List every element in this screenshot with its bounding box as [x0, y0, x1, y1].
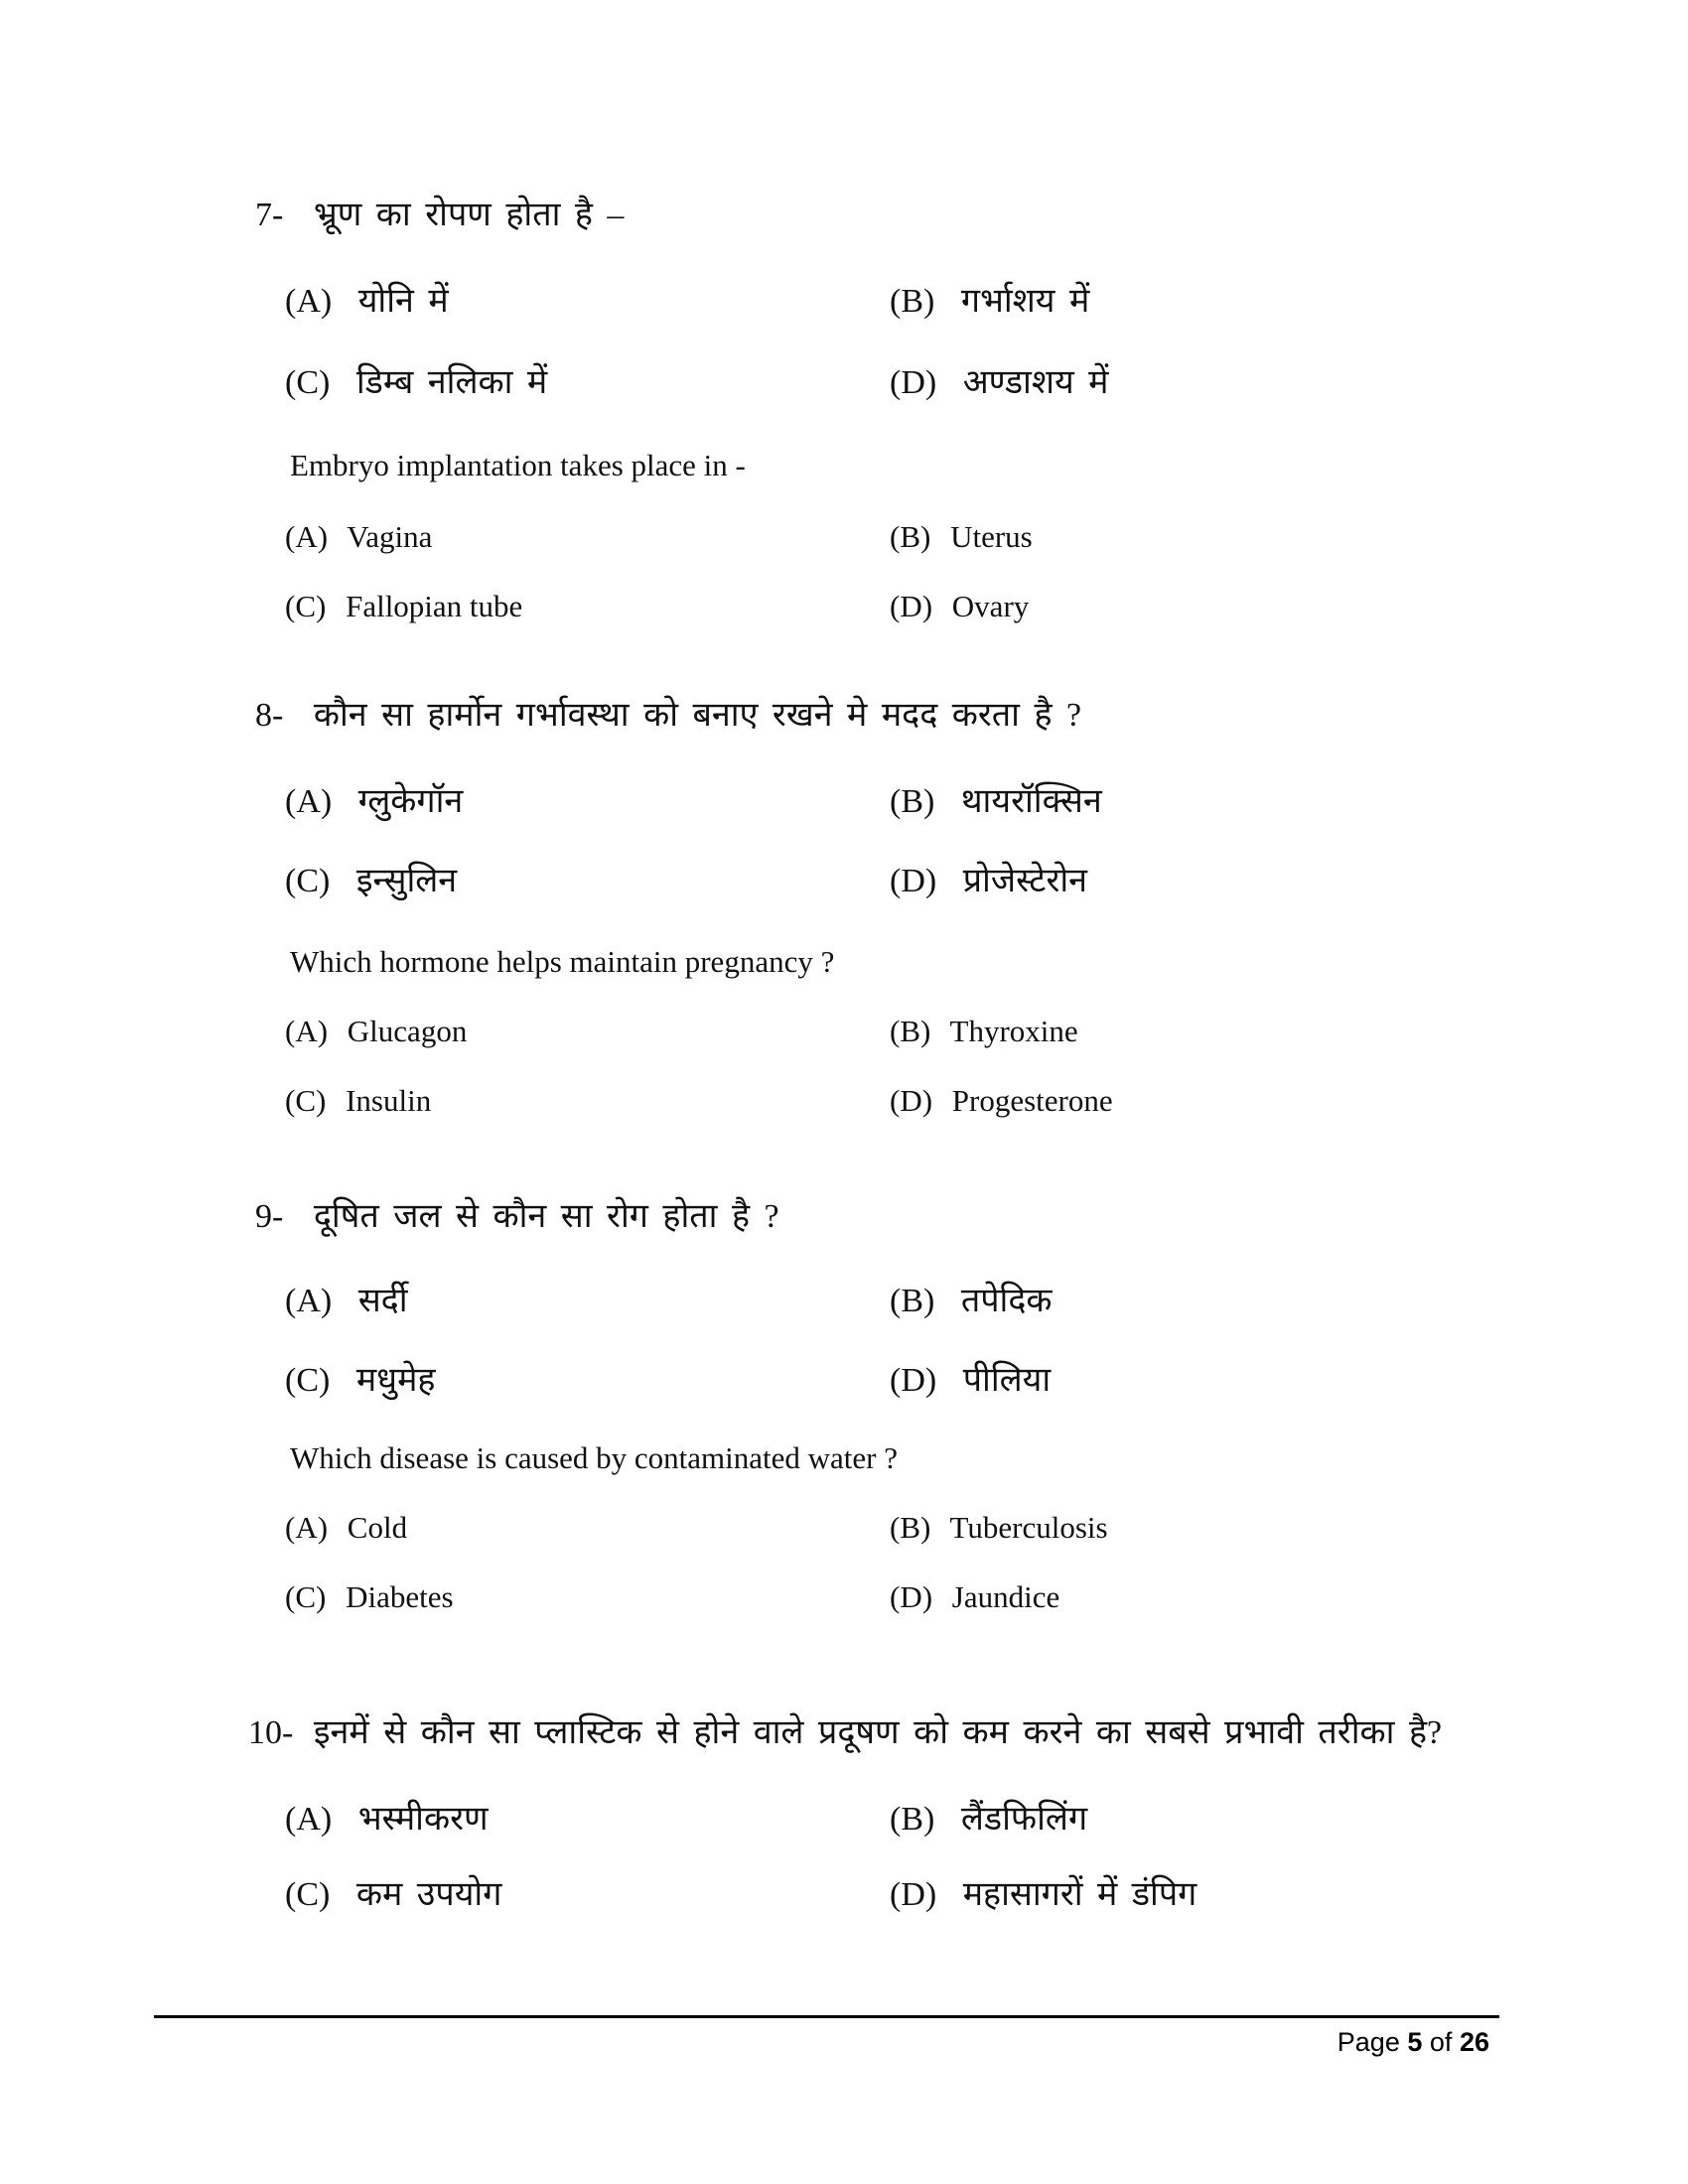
- option-key: (A): [285, 1283, 333, 1319]
- question-8-number: 8-: [255, 697, 284, 734]
- question-8-option-d-english: [890, 1082, 1113, 1121]
- question-9-text-hindi: दूषित जल से कौन सा रोग होता है ?: [313, 1198, 779, 1235]
- question-8-option-d-hindi: [890, 861, 1087, 903]
- question-7-text-english: Embryo implantation takes place in -: [290, 448, 746, 482]
- question-10-option-a-hindi: [285, 1799, 489, 1842]
- question-9-option-b-hindi: [890, 1281, 1053, 1323]
- option-text: योनि में: [357, 283, 449, 320]
- question-7-text-hindi: भ्रूण का रोपण होता है –: [313, 197, 625, 233]
- question-8-text-hindi: कौन सा हार्मोन गर्भावस्था को बनाए रखने मे मदद करता है ?: [313, 697, 1082, 734]
- option-key: (B): [890, 1014, 931, 1048]
- question-10-text-hindi: इनमें से कौन सा प्लास्टिक से होने वाले प्रदूषण को कम करने का सबसे प्रभावी तरीका है?: [313, 1714, 1443, 1751]
- option-text: Jaundice: [951, 1579, 1060, 1614]
- option-key: (C): [285, 863, 331, 899]
- question-9-text-english: Which disease is caused by contaminated water ?: [290, 1440, 899, 1475]
- option-text: महासागरों में डंपिग: [962, 1876, 1197, 1913]
- question-9-option-d-hindi: [890, 1360, 1051, 1403]
- option-key: (C): [285, 1876, 331, 1913]
- option-text: इन्सुलिन: [355, 863, 458, 899]
- question-7-option-c-hindi: [285, 362, 547, 405]
- question-7-option-c-english: [285, 588, 522, 626]
- option-key: (D): [890, 863, 937, 899]
- question-7-option-a-hindi: [285, 281, 449, 324]
- option-key: (C): [285, 364, 331, 401]
- question-10-number: 10-: [248, 1714, 294, 1751]
- option-key: (A): [285, 783, 333, 820]
- question-7-number: 7-: [255, 197, 284, 233]
- option-text: Glucagon: [347, 1014, 468, 1048]
- option-text: Thyroxine: [949, 1014, 1078, 1048]
- option-key: (B): [890, 783, 935, 820]
- option-text: प्रोजेस्टेरोन: [962, 863, 1088, 899]
- option-key: (A): [285, 519, 329, 554]
- question-7-option-d-hindi: [890, 362, 1109, 405]
- question-8-heading: [255, 695, 1081, 738]
- option-text: ग्लुकेगॉन: [357, 783, 464, 820]
- question-8-option-b-hindi: [890, 781, 1102, 824]
- question-8-option-a-english: [285, 1013, 467, 1051]
- option-key: (C): [285, 1579, 327, 1614]
- question-7-option-b-hindi: [890, 281, 1089, 324]
- question-9-option-a-english: [285, 1509, 407, 1548]
- question-10-option-c-hindi: [285, 1874, 501, 1917]
- option-text: Cold: [347, 1510, 408, 1545]
- option-text: सर्दी: [357, 1283, 408, 1319]
- option-key: (D): [890, 1579, 933, 1614]
- question-10-heading: [248, 1712, 1442, 1755]
- footer-of-label: of: [1429, 2027, 1453, 2057]
- question-8-option-a-hindi: [285, 781, 463, 824]
- option-key: (B): [890, 519, 931, 554]
- page-number-footer: [154, 2027, 1489, 2058]
- footer-divider: [154, 2015, 1499, 2018]
- option-key: (D): [890, 1362, 937, 1399]
- question-9-option-c-hindi: [285, 1360, 435, 1403]
- option-text: तपेदिक: [960, 1283, 1053, 1319]
- option-text: Fallopian tube: [346, 589, 523, 623]
- option-text: Tuberculosis: [949, 1510, 1108, 1545]
- option-text: लैंडफिलिंग: [960, 1801, 1088, 1838]
- option-key: (B): [890, 1510, 931, 1545]
- question-8-text-english: Which hormone helps maintain pregnancy ?: [290, 944, 835, 979]
- option-key: (D): [890, 1876, 937, 1913]
- question-9-option-a-hindi: [285, 1281, 408, 1323]
- footer-page-label: Page: [1336, 2027, 1400, 2057]
- question-10-option-b-hindi: [890, 1799, 1087, 1842]
- option-text: Ovary: [951, 589, 1030, 623]
- option-key: (B): [890, 283, 935, 320]
- option-text: भस्मीकरण: [357, 1801, 489, 1838]
- option-text: थायरॉक्सिन: [960, 783, 1102, 820]
- option-text: अण्डाशय में: [962, 364, 1109, 401]
- option-key: (D): [890, 589, 933, 623]
- question-9-number: 9-: [255, 1198, 284, 1235]
- option-text: मधुमेह: [355, 1362, 436, 1399]
- option-key: (D): [890, 1083, 933, 1118]
- option-key: (A): [285, 1801, 333, 1838]
- question-8-option-b-english: [890, 1013, 1078, 1051]
- option-key: (C): [285, 1083, 327, 1118]
- option-text: Uterus: [950, 519, 1033, 554]
- option-text: डिम्ब नलिका में: [355, 364, 548, 401]
- question-7-heading: [255, 195, 624, 237]
- option-text: Diabetes: [346, 1579, 454, 1614]
- option-key: (D): [890, 364, 937, 401]
- option-key: (C): [285, 1362, 331, 1399]
- footer-page-current: 5: [1407, 2027, 1423, 2057]
- question-8-option-c-hindi: [285, 861, 457, 903]
- option-key: (B): [890, 1283, 935, 1319]
- option-key: (B): [890, 1801, 935, 1838]
- question-9-heading: [255, 1196, 779, 1239]
- option-text: Insulin: [346, 1083, 432, 1118]
- question-9-option-c-english: [285, 1578, 454, 1617]
- option-key: (C): [285, 589, 327, 623]
- footer-page-total: 26: [1459, 2027, 1489, 2057]
- question-9-option-d-english: [890, 1578, 1059, 1617]
- option-key: (A): [285, 1014, 329, 1048]
- question-7-option-d-english: [890, 588, 1029, 626]
- question-7-option-a-english: [285, 518, 432, 557]
- option-key: (A): [285, 1510, 329, 1545]
- question-10-option-d-hindi: [890, 1874, 1196, 1917]
- question-8-option-c-english: [285, 1082, 431, 1121]
- option-key: (A): [285, 283, 333, 320]
- option-text: Vagina: [347, 519, 433, 554]
- option-text: Progesterone: [951, 1083, 1113, 1118]
- option-text: कम उपयोग: [355, 1876, 502, 1913]
- question-9-option-b-english: [890, 1509, 1108, 1548]
- option-text: गर्भाशय में: [960, 283, 1090, 320]
- question-7-option-b-english: [890, 518, 1033, 557]
- option-text: पीलिया: [962, 1362, 1052, 1399]
